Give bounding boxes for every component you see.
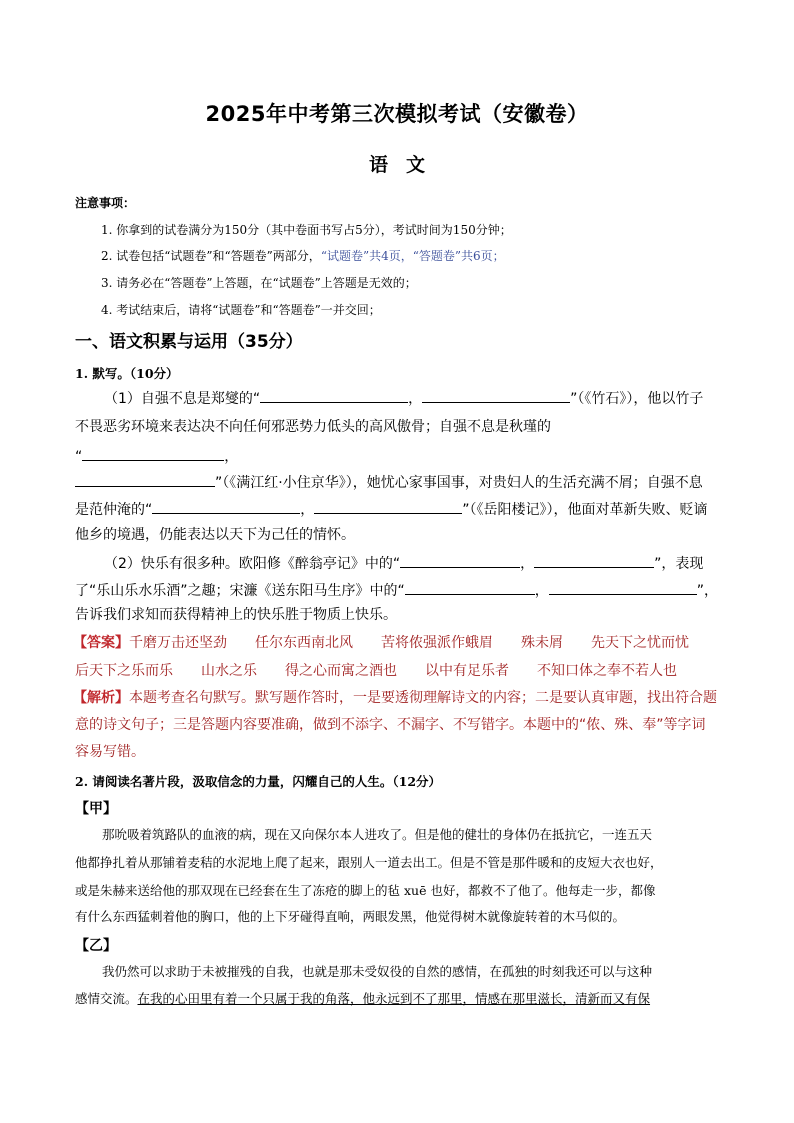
analysis-line-1 <box>73 691 717 705</box>
answer-blank[interactable] <box>314 501 462 514</box>
q1-line-9: 告诉我们求知而获得精神上的快乐胜于物质上快乐。 <box>75 607 397 623</box>
q1-line-7-a: （2）快乐有很多种。欧阳修《醉翁亭记》中的“ <box>104 556 401 572</box>
note-2-pages: “试题卷”共4页，“答题卷”共6页； <box>320 249 505 263</box>
q1-line-1-a: （1）自强不息是郑燮的“ <box>104 391 261 407</box>
q1-line-7-b: ， <box>520 556 535 572</box>
q1-line-6: 他乡的境遇，仍能表达以天下为己任的情怀。 <box>75 527 355 543</box>
q1-line-1-c: ”（《竹石》），他以竹子 <box>570 391 704 407</box>
subject-char-2: 文 <box>406 154 426 176</box>
passage-yi-underlined: 在我的心田里有着一个只属于我的角落，他永远到不了那里，情感在那里滋长，清新而又有保 <box>137 991 651 1006</box>
answer-blank[interactable] <box>422 390 570 403</box>
q1-line-8 <box>75 582 718 598</box>
note-2 <box>101 247 505 264</box>
note-3: 3. 请务必在“答题卷”上答题，在“试题卷”上答题是无效的； <box>101 276 417 290</box>
analysis-text-1: 本题考查名句默写。默写题作答时，一是要透彻理解诗文的内容；二是要认真审题，找出符合题 <box>129 690 717 706</box>
q1-line-3 <box>75 448 238 464</box>
answer-blank[interactable] <box>405 582 535 595</box>
subject-char-1: 语 <box>368 154 388 176</box>
q1-line-5-a: 是范仲淹的“ <box>75 502 153 518</box>
passage-yi-line-2-a: 感情交流。 <box>75 991 138 1006</box>
q1-line-8-a: 了“乐山乐水乐酒”之趣；宋濂《送东阳马生序》中的“ <box>75 583 405 599</box>
passage-yi-line-2 <box>75 993 725 1006</box>
q1-line-8-b: ， <box>534 583 549 599</box>
answer-blank[interactable] <box>260 390 408 403</box>
q1-line-1-b: ， <box>408 391 423 407</box>
q1-line-5 <box>75 501 708 517</box>
passage-yi-label: 【乙】 <box>75 938 117 954</box>
q1-line-1 <box>104 390 703 406</box>
notes-heading: 注意事项： <box>75 196 136 210</box>
analysis-line-3: 容易写错。 <box>75 744 145 760</box>
note-2-main: 2. 试卷包括“试题卷”和“答题卷”两部分， <box>101 249 321 263</box>
passage-jia-line-3: 或是朱赫来送给他的那双现在已经套在生了冻疮的脚上的毡 xuē 也好，都救不了他了。他每走一步，都像 <box>75 883 656 898</box>
answer-line-2: 后天下之乐而乐 山水之乐 得之心而寓之酒也 以中有足乐者 不知口体之奉不若人也 <box>75 663 677 679</box>
answer-blank[interactable] <box>82 448 224 461</box>
passage-jia-line-2: 他都挣扎着从那铺着麦秸的水泥地上爬了起来，跟别人一道去出工。但是不管是那件暖和的皮短大衣也好， <box>75 855 663 870</box>
answer-blank[interactable] <box>534 555 654 568</box>
q1-line-4-a: ”（《满江红·小住京华》），她忧心家事国事，对贵妇人的生活充满不屑；自强不息 <box>215 475 703 491</box>
passage-yi-line-1: 我仍然可以求助于未被摧残的自我，也就是那未受奴役的自然的感情，在孤独的时刻我还可以与这种 <box>102 964 653 979</box>
question-1-heading: 1. 默写。（10分） <box>75 366 179 381</box>
q1-line-2: 不畏恶劣环境来表达决不向任何邪恶势力低头的高风傲骨；自强不息是秋瑾的 <box>75 419 551 435</box>
passage-jia-label: 【甲】 <box>75 801 117 817</box>
answer-blank[interactable] <box>400 555 520 568</box>
answer-line-1 <box>73 636 689 650</box>
passage-jia-line-1: 那吮吸着筑路队的血液的病，现在又向保尔本人进攻了。但是他的健壮的身体仍在抵抗它，一连五天 <box>102 827 653 842</box>
answer-blank[interactable] <box>549 582 697 595</box>
q1-line-3-b: ， <box>224 449 239 465</box>
answer-tag: 【答案】 <box>73 635 129 651</box>
section-1-heading: 一、语文积累与运用（35分） <box>75 332 303 352</box>
question-2-heading: 2. 请阅读名著片段，汲取信念的力量，闪耀自己的人生。（12分） <box>75 774 442 789</box>
analysis-tag: 【解析】 <box>73 690 129 706</box>
q1-line-3-a: “ <box>75 449 83 465</box>
q1-line-8-c: ”， <box>696 583 719 599</box>
note-4: 4. 考试结束后，请将“试题卷”和“答题卷”一并交回； <box>101 303 381 317</box>
q1-line-7-c: ”，表现 <box>654 556 704 572</box>
passage-jia-line-4: 有什么东西猛刺着他的胸口，他的上下牙碰得直响，两眼发黑，他觉得树木就像旋转着的木马似的。 <box>75 909 626 924</box>
subject-heading <box>0 150 794 177</box>
q1-line-5-b: ， <box>300 502 315 518</box>
answer-blank[interactable] <box>152 501 300 514</box>
q1-line-4 <box>75 474 703 490</box>
note-1: 1. 你拿到的试卷满分为150分（其中卷面书写占5分），考试时间为150分钟； <box>101 223 512 237</box>
analysis-line-2: 意的诗文句子；三是答题内容要准确，做到不添字、不漏字、不写错字。本题中的“侬、殊、奉”等字词 <box>75 717 706 733</box>
q1-line-7 <box>104 555 703 571</box>
exam-title: 2025年中考第三次模拟考试（安徽卷） <box>205 102 589 126</box>
q1-line-5-c: ”（《岳阳楼记》），他面对革新失败、贬谪 <box>462 502 708 518</box>
answer-blank[interactable] <box>75 474 215 487</box>
answer-text-1: 千磨万击还坚劲 任尔东西南北风 苦将侬强派作蛾眉 殊未屑 先天下之忧而忧 <box>129 635 689 651</box>
